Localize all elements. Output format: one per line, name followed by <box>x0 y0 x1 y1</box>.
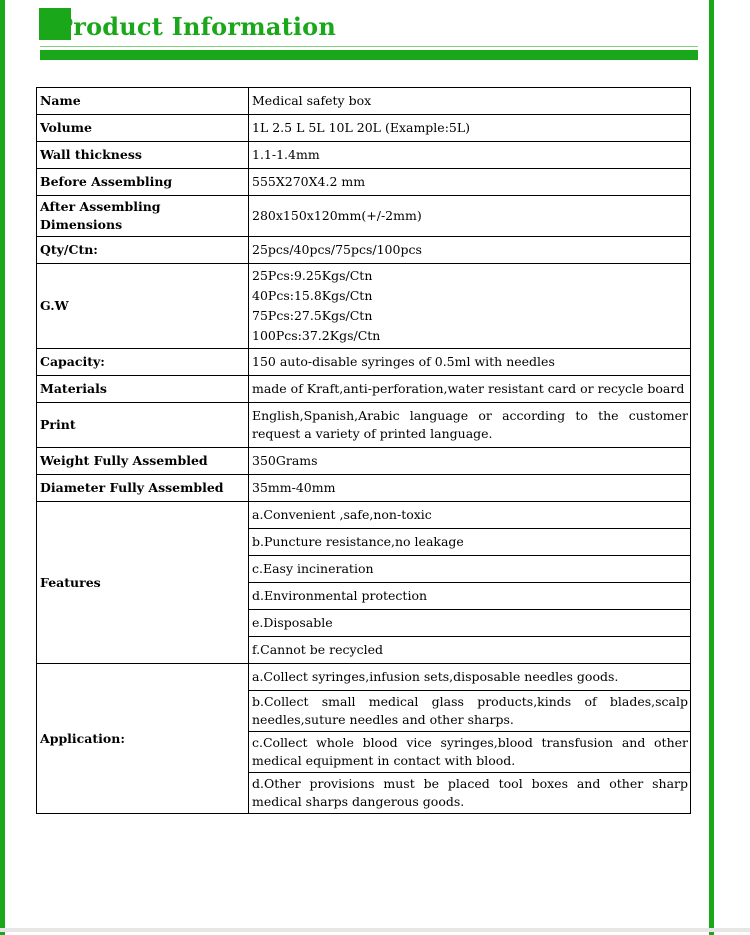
product-spec-table <box>36 87 691 814</box>
feature-item: d.Environmental protection <box>249 583 691 610</box>
application-item: d.Other provisions must be placed tool boxes and other sharp medical sharps dangerous goods. <box>249 773 691 814</box>
right-border <box>709 0 714 935</box>
spec-row-diameter <box>37 475 691 502</box>
gw-line: 100Pcs:37.2Kgs/Ctn <box>252 328 381 343</box>
bottom-border <box>0 928 750 932</box>
left-border <box>0 0 5 935</box>
spec-label: Qty/Ctn: <box>37 237 249 264</box>
feature-item: e.Disposable <box>249 610 691 637</box>
application-item: b.Collect small medical glass products,kinds of blades,scalp needles,suture needles and other sharps. <box>249 691 691 732</box>
gw-line: 25Pcs:9.25Kgs/Ctn <box>252 268 373 283</box>
spec-row-qty-ctn <box>37 237 691 264</box>
spec-row-print <box>37 403 691 448</box>
spec-row-capacity <box>37 349 691 376</box>
spec-row-name <box>37 88 691 115</box>
feature-item: a.Convenient ,safe,non-toxic <box>249 502 691 529</box>
spec-value: Medical safety box <box>249 88 691 115</box>
gw-line: 40Pcs:15.8Kgs/Ctn <box>252 288 373 303</box>
title-divider-thin <box>40 46 698 47</box>
spec-value: 555X270X4.2 mm <box>249 169 691 196</box>
spec-label: Before Assembling <box>37 169 249 196</box>
spec-value: made of Kraft,anti-perforation,water resistant card or recycle board <box>249 376 691 403</box>
feature-item: f.Cannot be recycled <box>249 637 691 664</box>
spec-value-list <box>249 264 691 349</box>
spec-label: After Assembling Dimensions <box>37 196 249 237</box>
spec-row-wall-thickness <box>37 142 691 169</box>
spec-label: Name <box>37 88 249 115</box>
title-divider-thick <box>40 50 698 60</box>
spec-value: 350Grams <box>249 448 691 475</box>
spec-label: Materials <box>37 376 249 403</box>
spec-label: Diameter Fully Assembled <box>37 475 249 502</box>
page-title: Product Information <box>55 12 337 41</box>
spec-row-features <box>37 502 691 529</box>
spec-row-before-assembling <box>37 169 691 196</box>
spec-row-weight <box>37 448 691 475</box>
spec-value: 150 auto-disable syringes of 0.5ml with needles <box>249 349 691 376</box>
spec-label: Features <box>37 502 249 664</box>
spec-label: Application: <box>37 664 249 814</box>
application-item: c.Collect whole blood vice syringes,blood transfusion and other medical equipment in contact with blood. <box>249 732 691 773</box>
spec-value: 35mm-40mm <box>249 475 691 502</box>
spec-value: 1.1-1.4mm <box>249 142 691 169</box>
gw-line: 75Pcs:27.5Kgs/Ctn <box>252 308 373 323</box>
spec-label: Capacity: <box>37 349 249 376</box>
application-item: a.Collect syringes,infusion sets,disposable needles goods. <box>249 664 691 691</box>
spec-row-after-assembling <box>37 196 691 237</box>
spec-label: G.W <box>37 264 249 349</box>
spec-value: 1L 2.5 L 5L 10L 20L (Example:5L) <box>249 115 691 142</box>
spec-value: 280x150x120mm(+/-2mm) <box>249 196 691 237</box>
spec-row-gw <box>37 264 691 349</box>
spec-label: Weight Fully Assembled <box>37 448 249 475</box>
spec-label: Wall thickness <box>37 142 249 169</box>
feature-item: c.Easy incineration <box>249 556 691 583</box>
spec-value: English,Spanish,Arabic language or according to the customer request a variety of printed language. <box>249 403 691 448</box>
spec-label: Print <box>37 403 249 448</box>
spec-value: 25pcs/40pcs/75pcs/100pcs <box>249 237 691 264</box>
spec-row-application <box>37 664 691 691</box>
spec-label: Volume <box>37 115 249 142</box>
spec-row-materials <box>37 376 691 403</box>
feature-item: b.Puncture resistance,no leakage <box>249 529 691 556</box>
spec-row-volume <box>37 115 691 142</box>
